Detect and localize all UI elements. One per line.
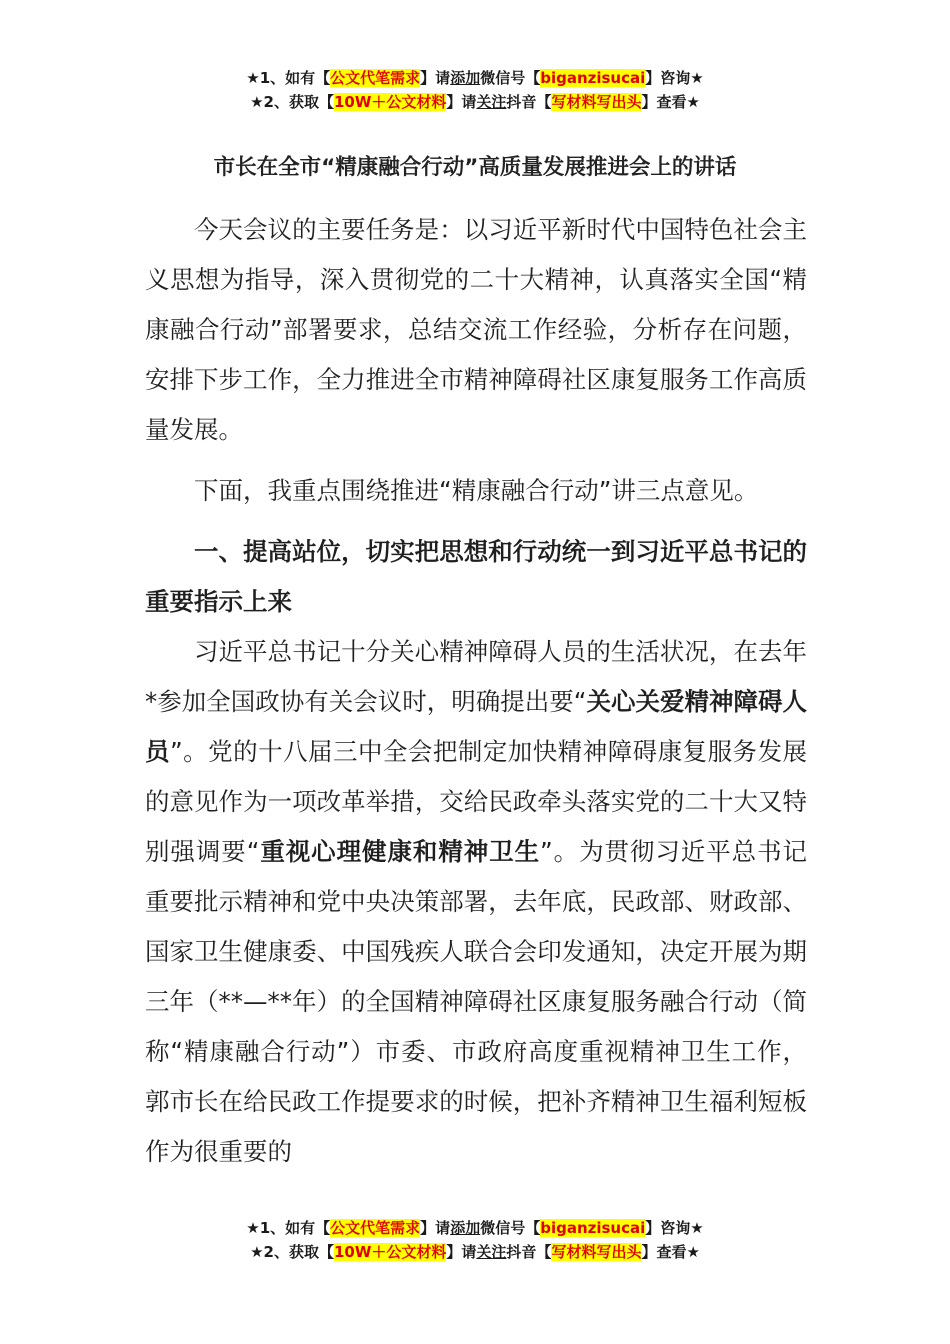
- bottom-promo-banner: [0, 1216, 950, 1264]
- highlight-text: 公文代笔需求: [330, 1219, 421, 1237]
- promo-line-1: ★1、如有【公文代笔需求】请添加微信号【biganzisucai】咨询★: [246, 69, 704, 87]
- document-body: [145, 205, 807, 1177]
- wechat-id: biganzisucai: [540, 69, 646, 87]
- paragraph-intro: 今天会议的主要任务是：以习近平新时代中国特色社会主义思想为指导，深入贯彻党的二十大精神，认真落实全国“精康融合行动”部署要求，总结交流工作经验，分析存在问题，安排下步工作，全力推进全市精神障碍社区康复服务工作高质量发展。: [145, 215, 807, 444]
- douyin-account: 写材料写出头: [551, 93, 642, 111]
- douyin-account: 写材料写出头: [551, 1243, 642, 1261]
- top-promo-banner: [0, 66, 950, 114]
- highlight-text: 10W＋公文材料: [333, 93, 447, 111]
- highlight-text: 10W＋公文材料: [333, 1243, 447, 1261]
- paragraph-section-1: 习近平总书记十分关心精神障碍人员的生活状况，在去年*参加全国政协有关会议时，明确提出要“关心关爱精神障碍人员”。党的十八届三中全会把制定加快精神障碍康复服务发展的意见作为一项改革举措，交给民政牵头落实党的二十大又特别强调要“重视心理健康和精神卫生”。为贯彻习近平总书记重要批示精神和党中央决策部署，去年底，民政部、财政部、国家卫生健康委、中国残疾人联合会印发通知，决定开展为期三年（**—**年）的全国精神障碍社区康复服务融合行动（简称“精康融合行动”）市委、市政府高度重视精神卫生工作，郭市长在给民政工作提要求的时候，把补齐精神卫生福利短板作为很重要的: [145, 637, 807, 1166]
- promo-line-2: ★2、获取【10W＋公文材料】请关注抖音【写材料写出头】查看★: [250, 93, 700, 111]
- document-title: 市长在全市“精康融合行动”高质量发展推进会上的讲话: [213, 155, 737, 180]
- promo-line-2: ★2、获取【10W＋公文材料】请关注抖音【写材料写出头】查看★: [250, 1243, 700, 1261]
- bold-quote: 重视心理健康和精神卫生: [259, 837, 541, 866]
- section-heading-1: 一、提高站位，切实把思想和行动统一到习近平总书记的重要指示上来: [145, 537, 807, 616]
- highlight-text: 公文代笔需求: [330, 69, 421, 87]
- wechat-id: biganzisucai: [540, 1219, 646, 1237]
- promo-line-1: ★1、如有【公文代笔需求】请添加微信号【biganzisucai】咨询★: [246, 1219, 704, 1237]
- bold-quote: 关心关爱精神障碍人员: [145, 687, 807, 766]
- paragraph-outline: 下面，我重点围绕推进“精康融合行动”讲三点意见。: [194, 476, 759, 505]
